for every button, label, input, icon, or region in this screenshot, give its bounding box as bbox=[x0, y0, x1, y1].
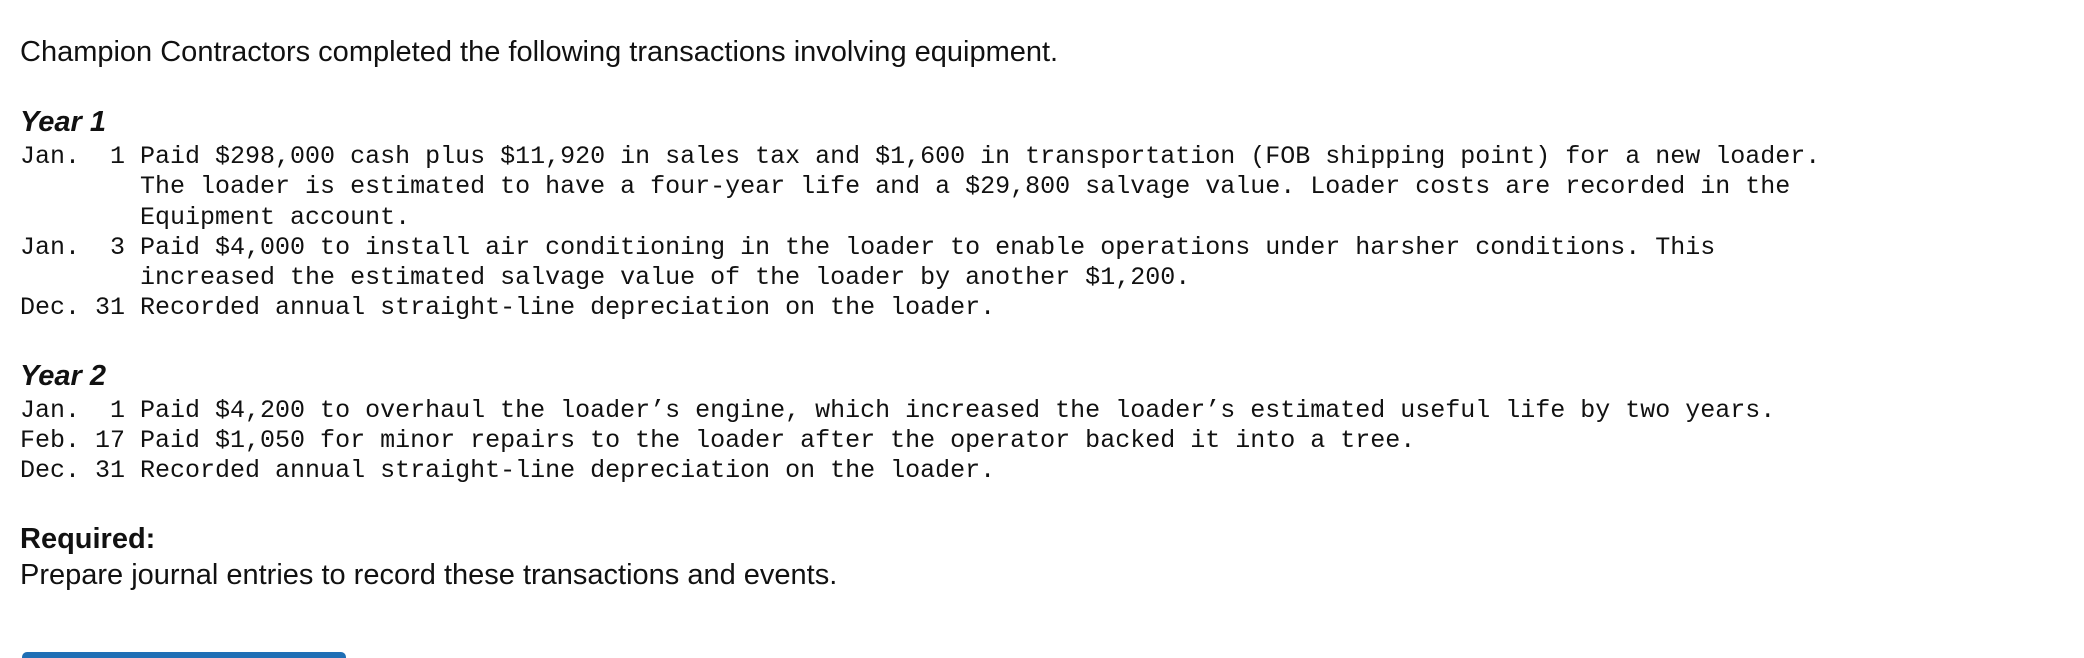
transaction-line: Paid $298,000 cash plus $11,920 in sales tax and $1,600 in transportation (FOB shipping point) for a new loader. bbox=[140, 142, 1821, 171]
transaction-date: Jan. 3 bbox=[20, 232, 141, 262]
transaction-line: Paid $1,050 for minor repairs to the loader after the operator backed it into a tree. bbox=[140, 426, 1416, 456]
intro-text: Champion Contractors completed the following transactions involving equipment. bbox=[20, 36, 1059, 68]
transaction-line: Paid $4,000 to install air conditioning in the loader to enable operations under harsher conditions. This bbox=[140, 232, 1716, 262]
transaction-row bbox=[20, 142, 2064, 233]
transaction-date: Jan. 1 bbox=[20, 395, 141, 425]
transaction-row bbox=[20, 233, 2064, 294]
transaction-description bbox=[140, 293, 2064, 323]
transaction-row bbox=[20, 456, 2064, 486]
transaction-description bbox=[140, 233, 2064, 294]
year-2-heading: Year 2 bbox=[20, 359, 106, 392]
transaction-date: Dec. 31 bbox=[20, 293, 141, 323]
transaction-row bbox=[20, 293, 2064, 323]
transaction-line: Equipment account. bbox=[140, 202, 411, 232]
transaction-line: increased the estimated salvage value of the loader by another $1,200. bbox=[140, 263, 1191, 293]
transaction-description bbox=[140, 142, 2064, 233]
problem-content bbox=[20, 0, 2064, 593]
transaction-row bbox=[20, 396, 2064, 426]
year-1-heading: Year 1 bbox=[20, 106, 106, 138]
year-2-transactions bbox=[20, 396, 2064, 487]
transaction-line: Recorded annual straight-line depreciation on the loader. bbox=[140, 293, 996, 323]
transaction-date: Feb. 17 bbox=[20, 426, 141, 456]
required-label: Required: bbox=[20, 522, 156, 555]
required-instructions: Prepare journal entries to record these transactions and events. bbox=[20, 558, 838, 591]
action-button[interactable] bbox=[22, 652, 346, 658]
transaction-description bbox=[140, 396, 2064, 426]
transaction-line: Recorded annual straight-line depreciation on the loader. bbox=[140, 456, 996, 486]
transaction-line: Paid $4,200 to overhaul the loader’s engine, which increased the loader’s estimated useful life by two years. bbox=[140, 395, 1776, 425]
transaction-description bbox=[140, 456, 2064, 486]
transaction-description bbox=[140, 426, 2064, 456]
transaction-date: Dec. 31 bbox=[20, 456, 141, 486]
year-1-transactions bbox=[20, 142, 2064, 324]
transaction-date: Jan. 1 bbox=[20, 142, 141, 171]
transaction-row bbox=[20, 426, 2064, 456]
transaction-line: The loader is estimated to have a four-year life and a $29,800 salvage value. Loader costs are recorded in the bbox=[140, 172, 1791, 202]
